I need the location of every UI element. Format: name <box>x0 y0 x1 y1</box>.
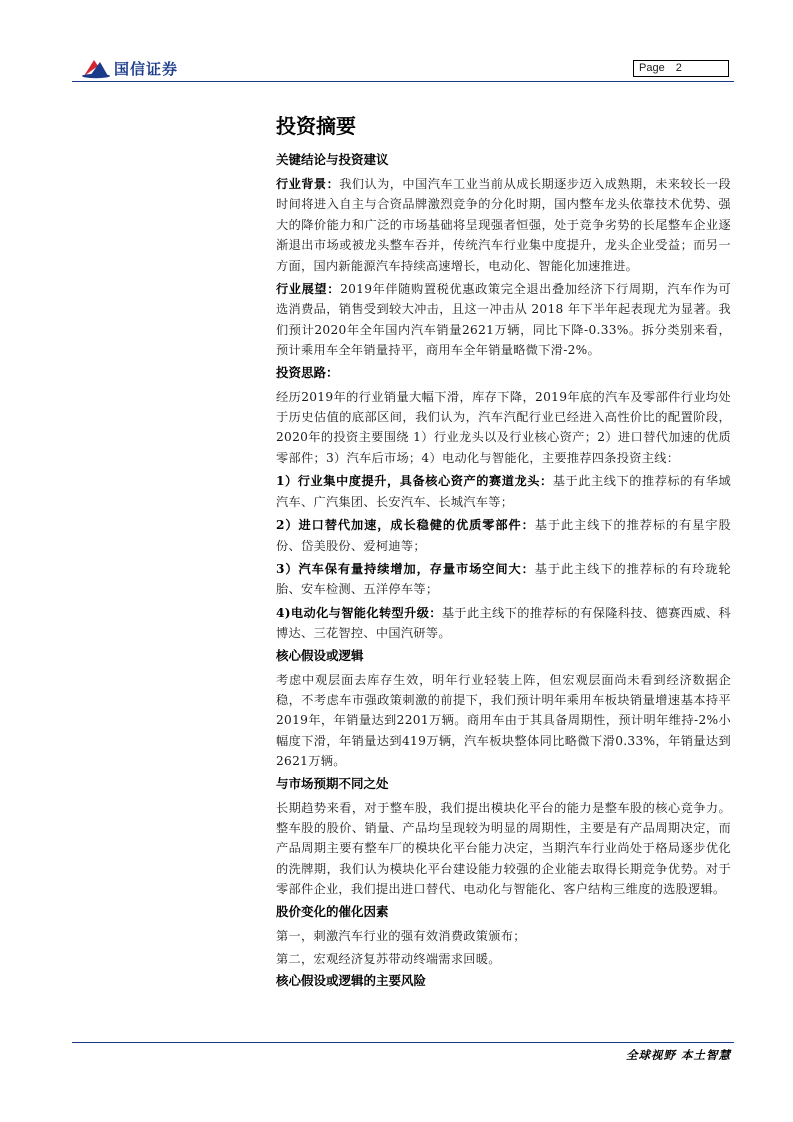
catalyst-item-1: 第一，刺激汽车行业的强有效消费政策颁布； <box>276 928 526 943</box>
main-line-4 <box>276 603 731 644</box>
main-line-3-label: 3）汽车保有量持续增加，存量市场空间大： <box>276 561 535 576</box>
footer-slogan: 全球视野 本土智慧 <box>625 1048 731 1062</box>
main-line-1 <box>276 471 731 512</box>
industry-background-paragraph <box>276 174 731 276</box>
key-conclusion-heading: 关键结论与投资建议 <box>276 152 389 167</box>
main-line-3 <box>276 559 731 600</box>
main-line-1-label: 1）行业集中度提升，具备核心资产的赛道龙头： <box>276 474 553 489</box>
catalysts-heading: 股价变化的催化因素 <box>276 903 389 919</box>
core-assumption-text: 考虑中观层面去库存生效，明年行业轻装上阵，但宏观层面尚未看到经济数据企稳，不考虑车市强政策刺激的前提下，我们预计明年乘用车板块销量增速基本持平2019年，年销量达到2201万辆。商用车由于其具备周期性，预计明年维持-2%小幅度下滑，年销量达到419万辆，汽车板块整体同比略微下滑0.33%，年销量达到2621万辆。 <box>276 672 731 769</box>
header-divider <box>72 81 734 82</box>
industry-outlook-label: 行业展望： <box>276 282 341 297</box>
page-indicator <box>633 60 729 77</box>
main-line-3-text: 基于此主线下的推荐标的有玲珑轮胎、安车检测、五洋停车等； <box>276 561 732 597</box>
footer-divider <box>72 1042 734 1043</box>
main-line-2-label: 2）进口替代加速，成长稳健的优质零部件： <box>276 518 535 533</box>
main-line-2 <box>276 515 731 556</box>
industry-background-label: 行业背景： <box>276 177 340 191</box>
page-title: 投资摘要 <box>276 114 356 138</box>
market-difference-heading: 与市场预期不同之处 <box>276 775 389 791</box>
company-name: 国信证券 <box>114 59 179 78</box>
investment-idea-heading: 投资思路： <box>276 364 339 380</box>
market-difference-text: 长期趋势来看，对于整车股，我们提出模块化平台的能力是整车股的核心竞争力。整车股的股价、销量、产品均呈现较为明显的周期性，主要是有产品周期决定，而产品周期主要有整车厂的模块化平台能力决定，当期汽车行业尚处于格局逐步优化的洗牌期，我们认为模块化平台建设能力较强的企业能去取得长期竞争优势。对于零部件企业，我们提出进口替代、电动化与智能化、客户结构三维度的选股逻辑。 <box>276 800 731 897</box>
main-line-1-text: 基于此主线下的推荐标的有华域汽车、广汽集团、长安汽车、长城汽车等； <box>276 474 731 509</box>
page-label: Page <box>639 62 665 74</box>
industry-outlook-text: 2019年伴随购置税优惠政策完全退出叠加经济下行周期，汽车作为可选消费品，销售受到较大冲击，且这一冲击从 2018 年下半年起表现尤为显著。我们预计2020年全年国内汽车销量2621万辆，同比下降-0.33%。拆分类别来看，预计乘用车全年销量持平，商用车全年销量略微下滑-2%。 <box>276 282 731 358</box>
risks-heading: 核心假设或逻辑的主要风险 <box>276 973 427 989</box>
main-content <box>276 113 731 995</box>
catalyst-item-2: 第二，宏观经济复苏带动终端需求回暖。 <box>276 952 501 966</box>
main-line-4-text: 基于此主线下的推荐标的有保隆科技、德赛西威、科博达、三花智控、中国汽研等。 <box>276 605 731 641</box>
main-line-4-label: 4)电动化与智能化转型升级： <box>276 605 442 620</box>
logo-mark-icon <box>80 56 110 80</box>
core-assumption-heading: 核心假设或逻辑 <box>276 647 364 663</box>
company-logo <box>80 56 178 80</box>
investment-idea-text: 经历2019年的行业销量大幅下滑，库存下降，2019年底的汽车及零部件行业均处于历史估值的底部区间，我们认为，汽车汽配行业已经进入高性价比的配置阶段，2020年的投资主要围绕 1）行业龙头以及行业核心资产；2）进口替代加速的优质零部件；3）汽车后市场；4）电动化与智能化，主要推荐四条投资主线： <box>276 389 731 465</box>
industry-outlook-paragraph <box>276 279 731 361</box>
main-line-2-text: 基于此主线下的推荐标的有星宇股份、岱美股份、爱柯迪等； <box>276 518 732 553</box>
industry-background-text: 我们认为，中国汽车工业当前从成长期逐步迈入成熟期，未来较长一段时间将进入自主与合资品牌激烈竞争的分化时期，国内整车龙头依靠技术优势、强大的降价能力和广泛的市场基础将呈现强者恒强，处于竞争劣势的长尾整车企业逐渐退出市场或被龙头整车吞并，传统汽车行业集中度提升，龙头企业受益；而另一方面，国内新能源汽车持续高速增长，电动化、智能化加速推进。 <box>276 177 731 273</box>
page-number: 2 <box>675 62 682 74</box>
